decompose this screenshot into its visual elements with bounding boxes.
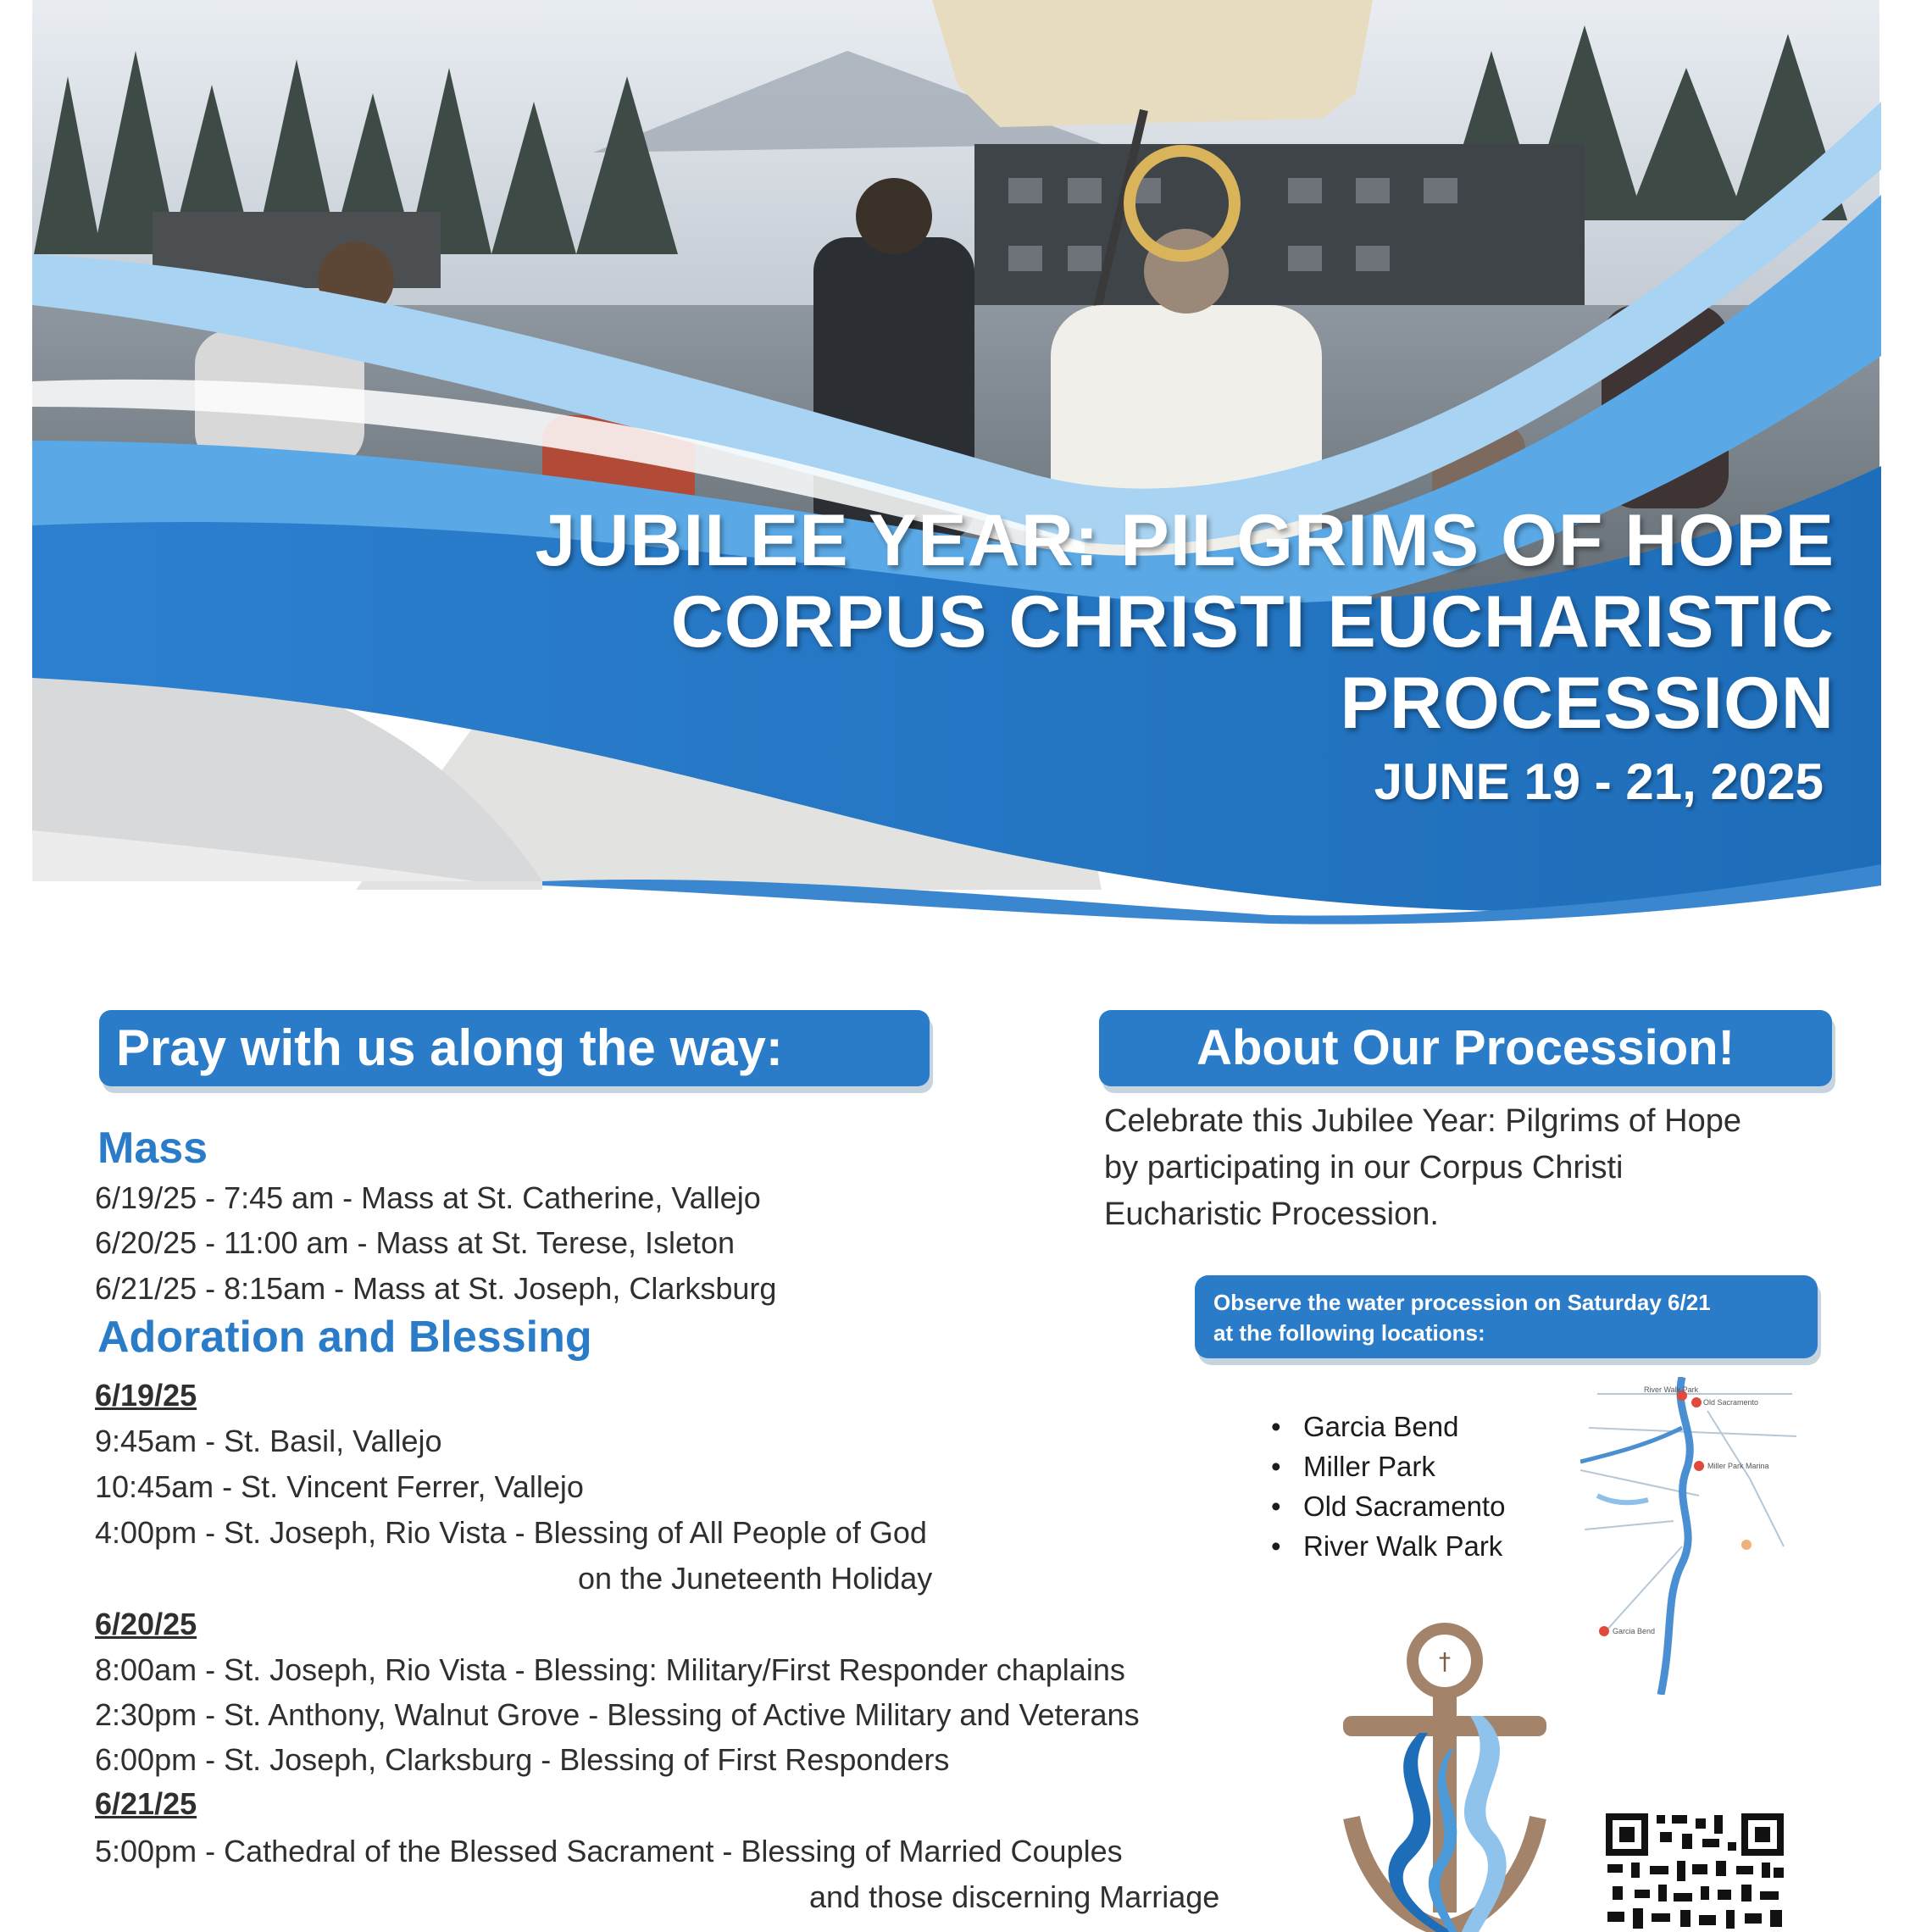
bullet-icon: • bbox=[1271, 1411, 1281, 1442]
hero-title-line: JUBILEE YEAR: PILGRIMS OF HOPE bbox=[535, 500, 1835, 581]
map-marker bbox=[1694, 1461, 1704, 1471]
schedule-line: 8:00am - St. Joseph, Rio Vista - Blessing: Military/First Responder chaplains bbox=[95, 1652, 1125, 1687]
hero-title bbox=[535, 500, 1835, 744]
about-line: Celebrate this Jubilee Year: Pilgrims of Hope bbox=[1104, 1103, 1741, 1139]
map-label: Miller Park Marina bbox=[1707, 1462, 1769, 1470]
svg-text:†: † bbox=[1439, 1647, 1451, 1675]
location-item bbox=[1271, 1407, 1505, 1446]
observe-line: Observe the water procession on Saturday 6/21 bbox=[1213, 1290, 1711, 1315]
map-marker bbox=[1691, 1397, 1702, 1407]
day-date: 6/20/25 bbox=[95, 1607, 197, 1641]
location-item bbox=[1271, 1446, 1505, 1486]
day-date: 6/21/25 bbox=[95, 1786, 197, 1821]
mass-line: 6/21/25 - 8:15am - Mass at St. Joseph, Clarksburg bbox=[95, 1271, 777, 1306]
about-banner: About Our Procession! bbox=[1099, 1010, 1832, 1086]
bullet-icon: • bbox=[1271, 1451, 1281, 1482]
schedule-line: 10:45am - St. Vincent Ferrer, Vallejo bbox=[95, 1469, 584, 1504]
hero-title-line: PROCESSION bbox=[1340, 663, 1835, 744]
mass-line: 6/19/25 - 7:45 am - Mass at St. Catherine, Vallejo bbox=[95, 1180, 761, 1215]
schedule-line: 9:45am - St. Basil, Vallejo bbox=[95, 1424, 442, 1458]
location-item bbox=[1271, 1486, 1505, 1526]
adoration-heading: Adoration and Blessing bbox=[97, 1313, 592, 1362]
observe-line: at the following locations: bbox=[1213, 1320, 1485, 1346]
mass-line: 6/20/25 - 11:00 am - Mass at St. Terese, Isleton bbox=[95, 1225, 736, 1260]
location-label: Miller Park bbox=[1303, 1451, 1435, 1482]
procession-route-map bbox=[1580, 1377, 1805, 1695]
about-line: by participating in our Corpus Christi bbox=[1104, 1150, 1624, 1185]
schedule-line-continued: on the Juneteenth Holiday bbox=[578, 1561, 933, 1596]
pray-banner: Pray with us along the way: bbox=[99, 1010, 930, 1086]
schedule-line: 6:00pm - St. Joseph, Clarksburg - Blessing of First Responders bbox=[95, 1742, 950, 1777]
hero-title-line: CORPUS CHRISTI EUCHARISTIC bbox=[670, 581, 1835, 663]
map-marker bbox=[1599, 1626, 1609, 1636]
qr-code-icon[interactable] bbox=[1604, 1812, 1785, 1932]
bullet-icon: • bbox=[1271, 1491, 1281, 1522]
map-label: River Walk Park bbox=[1644, 1385, 1699, 1394]
schedule-line: 5:00pm - Cathedral of the Blessed Sacrament - Blessing of Married Couples bbox=[95, 1834, 1123, 1868]
location-label: Old Sacramento bbox=[1303, 1491, 1506, 1522]
observe-banner bbox=[1195, 1275, 1818, 1358]
hero-dates: JUNE 19 - 21, 2025 bbox=[1374, 753, 1824, 810]
anchor-emblem-icon bbox=[1335, 1623, 1555, 1932]
photo-canopy bbox=[932, 0, 1373, 127]
schedule-line-continued: and those discerning Marriage bbox=[809, 1879, 1220, 1914]
location-item bbox=[1271, 1526, 1505, 1566]
map-label: Garcia Bend bbox=[1613, 1627, 1656, 1635]
about-description bbox=[1104, 1098, 1850, 1238]
bullet-icon: • bbox=[1271, 1530, 1281, 1562]
locations-list bbox=[1271, 1407, 1505, 1566]
schedule-line: 4:00pm - St. Joseph, Rio Vista - Blessing of All People of God bbox=[95, 1515, 927, 1550]
location-label: River Walk Park bbox=[1303, 1530, 1503, 1562]
mass-heading: Mass bbox=[97, 1124, 208, 1173]
location-label: Garcia Bend bbox=[1303, 1411, 1459, 1442]
schedule-line: 2:30pm - St. Anthony, Walnut Grove - Blessing of Active Military and Veterans bbox=[95, 1697, 1140, 1732]
about-line: Eucharistic Procession. bbox=[1104, 1196, 1439, 1232]
day-date: 6/19/25 bbox=[95, 1378, 197, 1413]
map-label: Old Sacramento bbox=[1703, 1398, 1759, 1407]
